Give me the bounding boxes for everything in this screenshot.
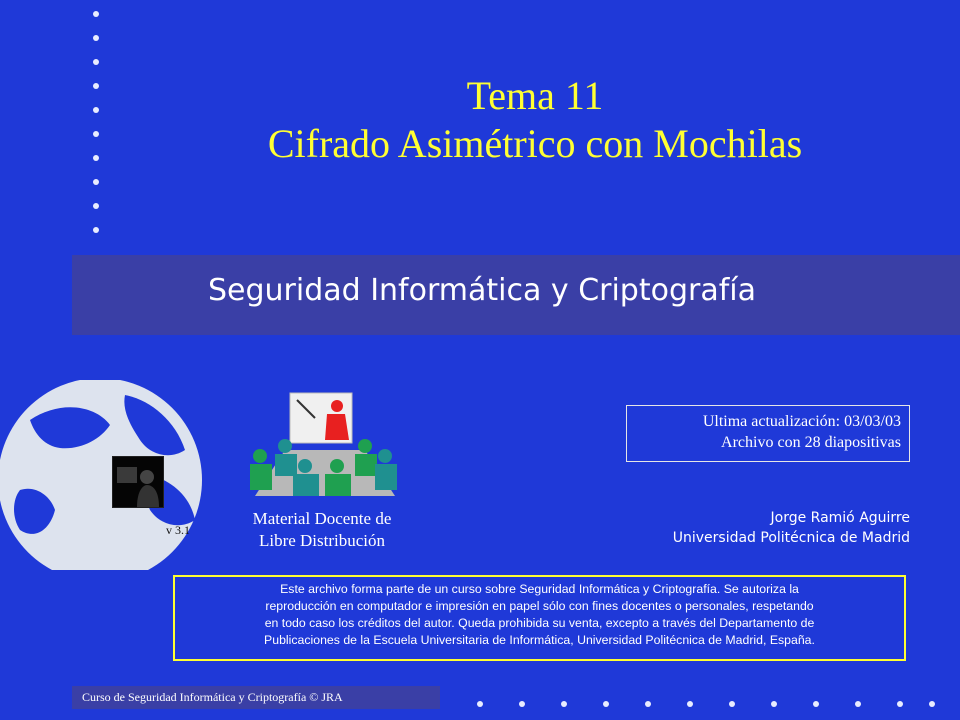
update-date: Ultima actualización: 03/03/03 — [702, 413, 901, 430]
author-affiliation: Universidad Politécnica de Madrid — [672, 530, 910, 546]
globe-image — [0, 380, 210, 570]
dot — [93, 83, 99, 89]
dot — [813, 701, 819, 707]
dot — [729, 701, 735, 707]
title-line-1: Tema 11 — [466, 73, 604, 118]
dot — [93, 155, 99, 161]
slide-count: Archivo con 28 diapositivas — [721, 434, 901, 451]
dot — [93, 35, 99, 41]
material-line-1: Material Docente de — [252, 509, 392, 528]
dot — [561, 701, 567, 707]
version-label: v 3.1 — [166, 523, 190, 537]
dot — [855, 701, 861, 707]
author-name: Jorge Ramió Aguirre — [770, 510, 910, 526]
footer-course-label: Curso de Seguridad Informática y Criptografía © JRA — [72, 686, 440, 709]
license-line: Este archivo forma parte de un curso sobre Seguridad Informática y Criptografía. Se autoriza la — [280, 582, 799, 596]
license-line: en todo caso los créditos del autor. Queda prohibida su venta, excepto a través del Departamento de — [264, 616, 815, 630]
license-line: reproducción en computador e impresión en papel sólo con fines docentes o personales, respetando — [265, 599, 814, 613]
slide-title — [110, 72, 960, 168]
license-line: Publicaciones de la Escuela Universitaria de Informática, Universidad Politécnica de Madrid, España. — [264, 633, 815, 647]
dot — [687, 701, 693, 707]
dot — [603, 701, 609, 707]
material-label — [222, 508, 422, 552]
subtitle-band — [72, 255, 960, 335]
dot — [929, 701, 935, 707]
author-block — [560, 508, 910, 548]
dot — [93, 227, 99, 233]
license-notice — [173, 575, 906, 661]
course-subtitle: Seguridad Informática y Criptografía — [207, 273, 757, 308]
dot — [93, 179, 99, 185]
dot — [477, 701, 483, 707]
dot — [93, 11, 99, 17]
dot — [519, 701, 525, 707]
update-info-box — [626, 405, 910, 462]
title-line-2: Cifrado Asimétrico con Mochilas — [267, 121, 803, 166]
dot — [897, 701, 903, 707]
dot — [93, 59, 99, 65]
material-line-2: Libre Distribución — [258, 531, 386, 550]
dot — [93, 107, 99, 113]
dot — [645, 701, 651, 707]
dot — [771, 701, 777, 707]
classroom-presentation-image — [245, 388, 400, 498]
computer-user-photo — [112, 456, 164, 508]
dot — [93, 203, 99, 209]
dot — [93, 131, 99, 137]
